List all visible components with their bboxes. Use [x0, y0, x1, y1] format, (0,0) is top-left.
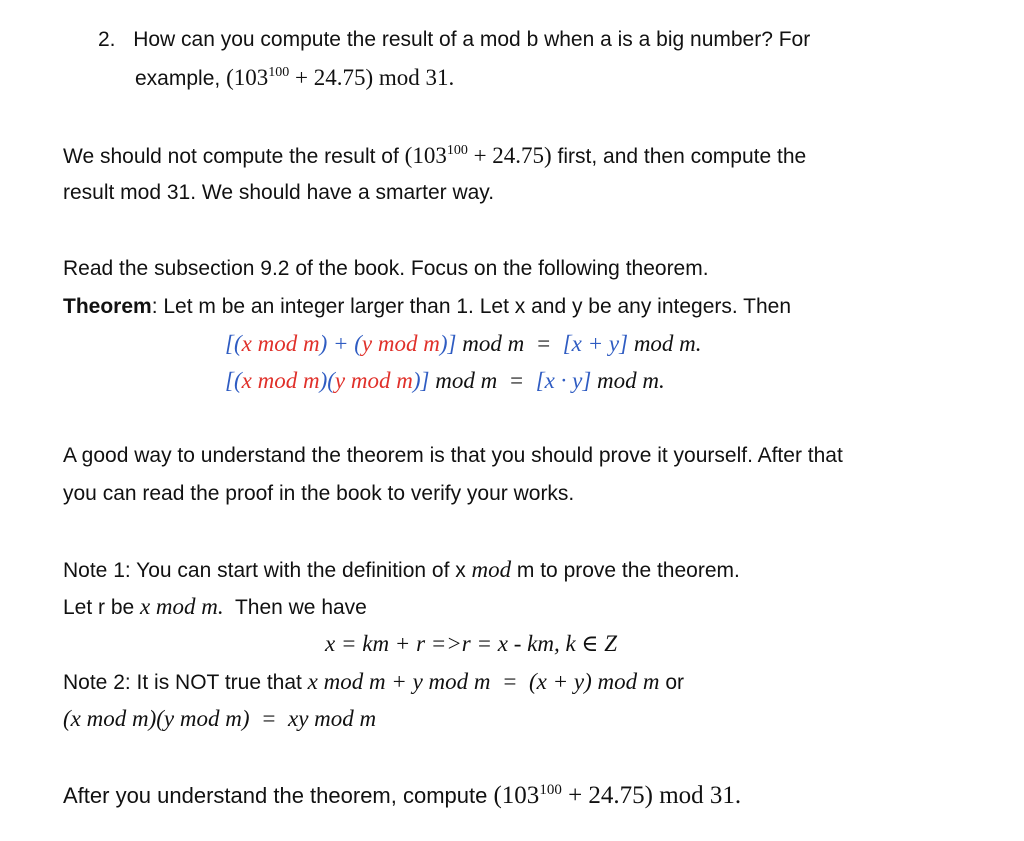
- paragraph-3-line-2: you can read the proof in the book to verify your works.: [63, 482, 575, 505]
- paragraph-2-line-1: Read the subsection 9.2 of the book. Focus on the following theorem.: [63, 257, 709, 280]
- question-expression: $(103^{100} + 24.75)$ mod 31.: [226, 65, 455, 90]
- question-text-line-1: How can you compute the result of a mod b when a is a big number? For: [133, 28, 811, 51]
- paragraph-1-expression: $(103^{100} + 24.75)$: [404, 143, 552, 168]
- question-line-1: [98, 26, 810, 54]
- note-2-line-2: (x mod m)(y mod m) = xy mod m: [63, 706, 377, 731]
- question-line-2: [135, 64, 454, 93]
- paragraph-3-line-1: A good way to understand the theorem is that you should prove it yourself. After that: [63, 444, 843, 467]
- theorem-label: Theorem: [63, 295, 152, 318]
- theorem-text: : Let m be an integer larger than 1. Let x and y be any integers. Then: [151, 295, 792, 318]
- note-1-line-2: Let r be x mod m. Then we have: [63, 594, 367, 619]
- question-text-line-2: example,: [135, 67, 221, 90]
- note-2-line-1: Note 2: It is NOT true that x mod m + y mod m = (x + y) mod m or: [63, 669, 685, 694]
- final-expression: $(103^{100} + 24.75)$ mod 31.: [493, 782, 742, 809]
- paragraph-1-line-2: result mod 31. We should have a smarter way.: [63, 181, 495, 204]
- theorem-statement: [63, 293, 791, 321]
- theorem-equation-addition: [(x mod m) + (y mod m)] mod m = [x + y] mod m.: [225, 331, 702, 356]
- theorem-equation-multiplication: [(x mod m)(y mod m)] mod m = [x · y] mod m.: [225, 368, 665, 393]
- paragraph-1-line-1: We should not compute the result of $(103^{100} + 24.75)$ first, and then compute the: [63, 143, 807, 168]
- note-1-equation: x = km + r =>r = x - km, k ∈ Z: [325, 631, 617, 656]
- final-instruction: After you understand the theorem, compute $(103^{100} + 24.75)$ mod 31.: [63, 782, 742, 809]
- question-number: 2.: [98, 28, 116, 51]
- note-1-line-1: Note 1: You can start with the definition of x mod m to prove the theorem.: [63, 557, 740, 582]
